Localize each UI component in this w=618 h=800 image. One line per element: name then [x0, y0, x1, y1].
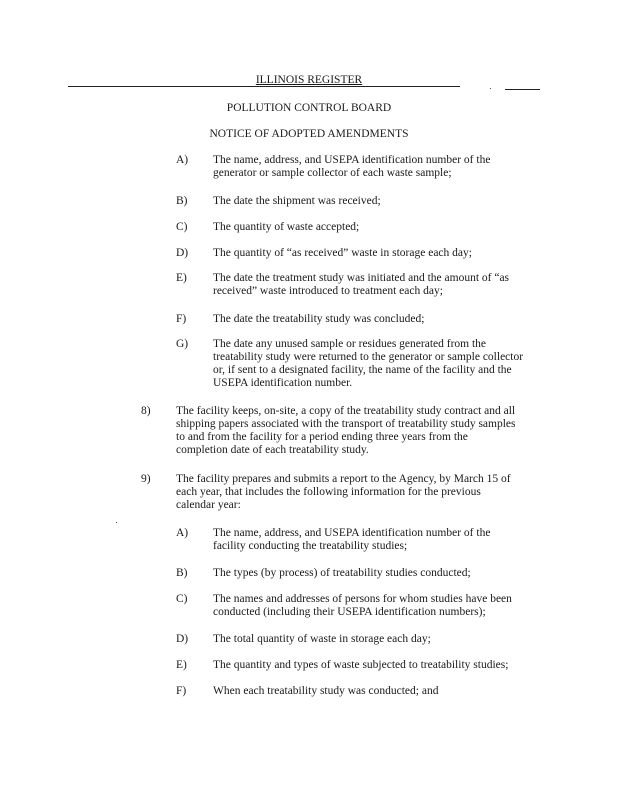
item-text-line: The name, address, and USEPA identification number of the — [213, 527, 491, 539]
item-label: F) — [176, 313, 187, 325]
item-label: C) — [176, 593, 188, 605]
item-text-line: The date the shipment was received; — [213, 195, 381, 207]
item-text-line: The quantity and types of waste subjected to treatability studies; — [213, 659, 509, 671]
margin-dot — [116, 522, 117, 523]
item-text-line: The date any unused sample or residues generated from the — [213, 338, 487, 350]
item-label: C) — [176, 221, 188, 233]
item-text-line: each year, that includes the following information for the previous — [176, 486, 481, 498]
item-label: D) — [176, 633, 189, 645]
item-text-line: The facility keeps, on-site, a copy of the treatability study contract and all — [176, 405, 516, 417]
header-dot — [490, 88, 491, 89]
item-label: A) — [176, 154, 189, 166]
item-text-line: facility conducting the treatability studies; — [213, 540, 408, 552]
item-text-line: The types (by process) of treatability studies conducted; — [213, 567, 471, 579]
item-text-line: The date the treatment study was initiated and the amount of “as — [213, 272, 510, 284]
item-label: B) — [176, 195, 188, 207]
item-text-line: to and from the facility for a period ending three years from the — [176, 431, 468, 443]
item-text-line: The quantity of waste accepted; — [213, 221, 360, 233]
item-label: 8) — [141, 405, 151, 417]
register-title: ILLINOIS REGISTER — [255, 74, 363, 86]
item-text-line: received” waste introduced to treatment each day; — [213, 285, 443, 297]
item-text-line: The names and addresses of persons for whom studies have been — [213, 593, 512, 605]
item-text-line: treatability study were returned to the generator or sample collector — [213, 351, 524, 363]
item-text-line: USEPA identification number. — [213, 377, 353, 389]
item-text-line: The name, address, and USEPA identification number of the — [213, 154, 491, 166]
item-text-line: The quantity of “as received” waste in storage each day; — [213, 247, 472, 259]
item-text-line: generator or sample collector of each waste sample; — [213, 167, 452, 179]
item-label: E) — [176, 272, 187, 284]
board-title: POLLUTION CONTROL BOARD — [226, 102, 392, 114]
item-text-line: conducted (including their USEPA identification numbers); — [213, 606, 486, 618]
item-text-line: shipping papers associated with the transport of treatability study samples — [176, 418, 516, 430]
item-label: E) — [176, 659, 187, 671]
item-text-line: When each treatability study was conducted; and — [213, 685, 439, 697]
item-label: F) — [176, 685, 187, 697]
item-text-line: The total quantity of waste in storage each day; — [213, 633, 431, 645]
item-text-line: The date the treatability study was concluded; — [213, 313, 425, 325]
header-rule-right — [505, 89, 540, 90]
item-label: G) — [176, 338, 189, 350]
item-label: D) — [176, 247, 189, 259]
item-text-line: The facility prepares and submits a report to the Agency, by March 15 of — [176, 473, 511, 485]
item-text-line: or, if sent to a designated facility, the name of the facility and the — [213, 364, 512, 376]
item-label: B) — [176, 567, 188, 579]
item-text-line: calendar year: — [176, 499, 241, 511]
notice-title: NOTICE OF ADOPTED AMENDMENTS — [209, 128, 409, 140]
item-text-line: completion date of each treatability study. — [176, 444, 369, 456]
item-label: A) — [176, 527, 189, 539]
item-label: 9) — [141, 473, 151, 485]
